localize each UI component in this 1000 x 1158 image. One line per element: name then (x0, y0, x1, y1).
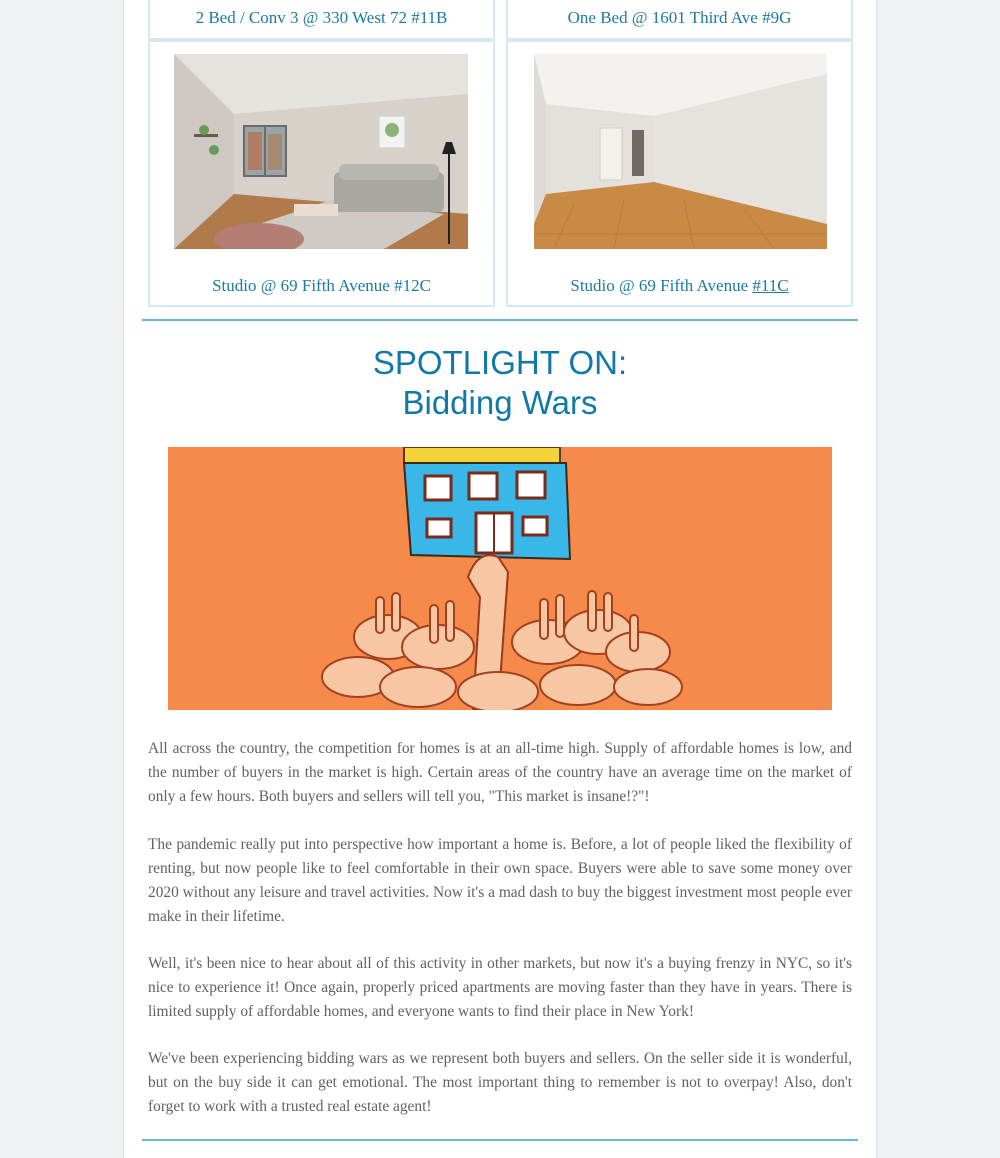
listing-cell-bottom-right[interactable] (506, 40, 853, 307)
section-divider (142, 319, 858, 321)
listing-unit-link[interactable]: #11C (752, 276, 789, 295)
listing-cell-top-right[interactable] (506, 0, 853, 40)
article-paragraph: We've been experiencing bidding wars as we represent both buyers and sellers. On the seller side it is wonderful, but on the buy side it can get emotional. The most important thing to remember is not to overpay! Also, don't forget to work with a trusted real estate agent! (148, 1050, 852, 1115)
studio-photo[interactable] (534, 54, 827, 249)
listing-label[interactable]: One Bed @ 1601 Third Ave #9G (567, 8, 792, 27)
listing-label[interactable]: Studio @ 69 Fifth Avenue #12C (212, 276, 431, 295)
section-divider-bottom (142, 1139, 858, 1141)
article-paragraph: The pandemic really put into perspective how important a home is. Before, a lot of people liked the flexibility of renting, but now people like to feel comfortable in their own space. Buyers were able to save some money over 2020 without any leisure and travel activities. Now it's a mad dash to buy the biggest investment most people ever make in their lifetime. (148, 836, 852, 925)
listing-label (508, 276, 851, 296)
spotlight-title-line2: Bidding Wars (402, 384, 598, 421)
spotlight-title (142, 343, 858, 423)
living-room-photo[interactable] (174, 54, 468, 249)
listing-cell-bottom-left[interactable] (148, 40, 495, 307)
listing-cell-top-left[interactable] (148, 0, 495, 40)
article-paragraph: Well, it's been nice to hear about all of this activity in other markets, but now it's a buying frenzy in NYC, so it's nice to experience it! Once again, properly priced apartments are moving faster than they have in years. There is limited supply of affordable homes, and everyone wants to find their place in New York! (148, 955, 852, 1020)
listing-label-text[interactable]: Studio @ 69 Fifth Avenue (570, 276, 753, 295)
listing-label[interactable]: 2 Bed / Conv 3 @ 330 West 72 #11B (195, 8, 448, 27)
article-paragraph: All across the country, the competition for homes is at an all-time high. Supply of affordable homes is low, and the number of buyers in the market is high. Certain areas of the country have an average time on the market of only a few hours. Both buyers and sellers will tell you, "This market is insane!?"! (148, 740, 852, 805)
bidding-wars-illustration (168, 447, 832, 710)
spotlight-title-line1: SPOTLIGHT ON: (372, 344, 628, 381)
